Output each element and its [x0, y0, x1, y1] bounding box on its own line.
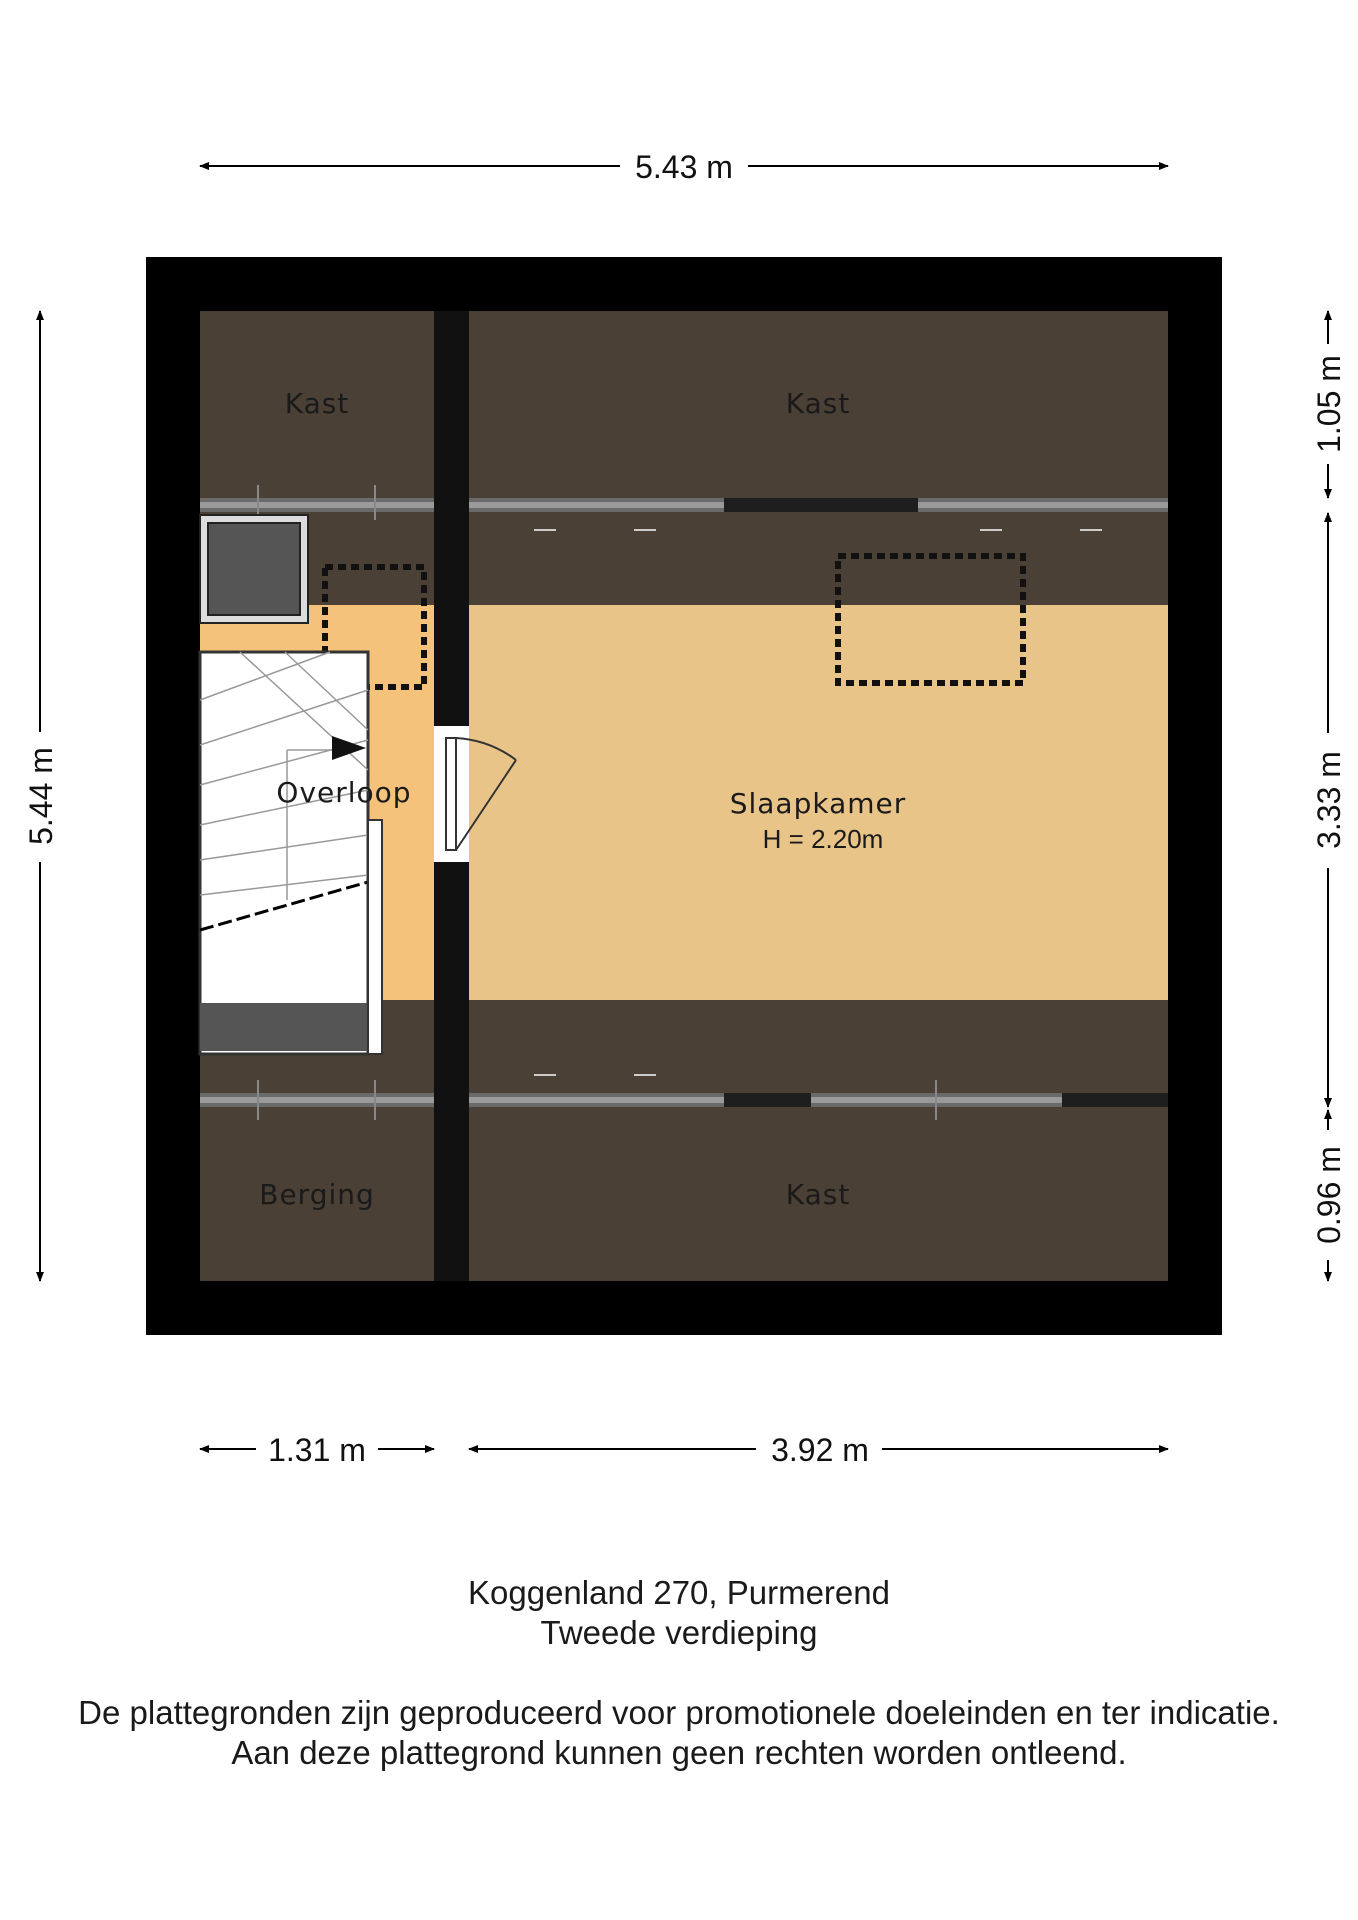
caption-floor: Tweede verdieping [540, 1614, 818, 1651]
dimension-total-width-label: 5.43 m [635, 149, 733, 185]
label-berging: Berging [259, 1178, 375, 1211]
interior-wall-bottom [434, 862, 469, 1281]
dimension-total-width [200, 149, 1168, 185]
dimension-right-middle-label: 3.33 m [1311, 751, 1347, 849]
dimension-bottom-left-label: 1.31 m [268, 1432, 366, 1468]
washing-machine-icon [200, 515, 308, 623]
disclaimer-line-1: De plattegronden zijn geproduceerd voor promotionele doeleinden en ter indicatie. [78, 1694, 1280, 1731]
dimension-bottom-right-label: 3.92 m [771, 1432, 869, 1468]
dimension-total-height-label: 5.44 m [23, 747, 59, 845]
label-kast-top-left: Kast [284, 387, 350, 420]
dimension-right-middle [1311, 513, 1347, 1107]
dimension-right-top-label: 1.05 m [1311, 355, 1347, 453]
caption-address: Koggenland 270, Purmerend [468, 1574, 890, 1611]
label-slaapkamer-height: H = 2.20m [762, 824, 884, 854]
dimension-total-height [23, 311, 59, 1281]
dimension-right-bottom-label: 0.96 m [1311, 1146, 1347, 1244]
room-kast-bottom-right [469, 1000, 1168, 1281]
dimension-right-bottom [1311, 1110, 1347, 1281]
label-slaapkamer: Slaapkamer [729, 787, 907, 820]
staircase [200, 652, 382, 1054]
room-kast-top-right [469, 311, 1168, 605]
dimension-bottom-right [469, 1432, 1168, 1468]
dimension-right-top [1311, 311, 1347, 498]
label-kast-bottom-right: Kast [785, 1178, 851, 1211]
interior-wall-top [434, 311, 469, 726]
disclaimer-line-2: Aan deze plattegrond kunnen geen rechten worden ontleend. [231, 1734, 1127, 1771]
label-overloop: Overloop [276, 776, 412, 809]
dimension-bottom-left [200, 1432, 434, 1468]
label-kast-top-right: Kast [785, 387, 851, 420]
